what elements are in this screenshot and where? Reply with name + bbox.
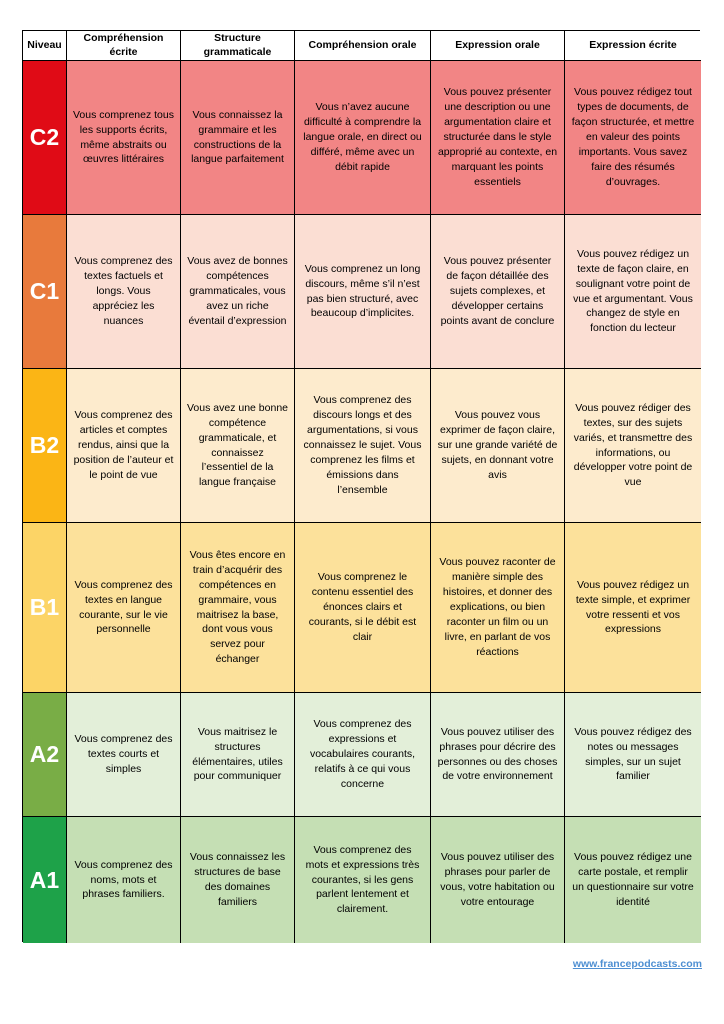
- cell-b2-expression-orale: Vous pouvez vous exprimer de façon claire, sur une grande variété de sujets, en donnant votre avis: [431, 369, 565, 523]
- cell-a1-expression-orale: Vous pouvez utiliser des phrases pour parler de vous, votre habitation ou votre entourage: [431, 817, 565, 943]
- cell-c2-expression-orale: Vous pouvez présenter une description ou une argumentation claire et structurée dans le style approprié au contexte, en marquant les points essentiels: [431, 61, 565, 215]
- cell-a1-expression-ecrite: Vous pouvez rédigez une carte postale, et remplir un questionnaire sur votre identité: [565, 817, 701, 943]
- column-header-comprehension-ecrite: Compréhension écrite: [67, 31, 181, 61]
- cell-b2-comprehension-ecrite: Vous comprenez des articles et comptes rendus, ainsi que la position de l’auteur et le point de vue: [67, 369, 181, 523]
- cell-a2-structure-grammaticale: Vous maitrisez le structures élémentaires, utiles pour communiquer: [181, 693, 295, 817]
- column-header-niveau: Niveau: [23, 31, 67, 61]
- cell-a1-structure-grammaticale: Vous connaissez les structures de base des domaines familiers: [181, 817, 295, 943]
- column-header-expression-ecrite: Expression écrite: [565, 31, 701, 61]
- cell-b1-structure-grammaticale: Vous êtes encore en train d’acquérir des compétences en grammaire, vous maitrisez la base, dont vous vous servez pour échanger: [181, 523, 295, 693]
- cell-c1-structure-grammaticale: Vous avez de bonnes compétences grammaticales, vous avez un riche éventail d’expression: [181, 215, 295, 369]
- column-header-structure-grammaticale: Structure grammaticale: [181, 31, 295, 61]
- cell-c1-expression-orale: Vous pouvez présenter de façon détaillée des sujets complexes, et développer certains points avant de conclure: [431, 215, 565, 369]
- cell-b1-expression-orale: Vous pouvez raconter de manière simple des histoires, et donner des explications, ou bien raconter un film ou un livre, en parlant de vos réactions: [431, 523, 565, 693]
- column-header-comprehension-orale: Compréhension orale: [295, 31, 431, 61]
- cell-c2-comprehension-ecrite: Vous comprenez tous les supports écrits, même abstraits ou œuvres littéraires: [67, 61, 181, 215]
- cell-b1-comprehension-orale: Vous comprenez le contenu essentiel des énonces clairs et courants, si le débit est clair: [295, 523, 431, 693]
- cell-a2-comprehension-ecrite: Vous comprenez des textes courts et simples: [67, 693, 181, 817]
- cell-c1-comprehension-orale: Vous comprenez un long discours, même s’il n’est pas bien structuré, avec beaucoup d’implicites.: [295, 215, 431, 369]
- column-header-expression-orale: Expression orale: [431, 31, 565, 61]
- cell-a2-expression-orale: Vous pouvez utiliser des phrases pour décrire des personnes ou des choses de votre environnement: [431, 693, 565, 817]
- cell-c2-comprehension-orale: Vous n’avez aucune difficulté à comprendre la langue orale, en direct ou différé, même avec un débit rapide: [295, 61, 431, 215]
- level-label-c2: C2: [23, 61, 67, 215]
- cell-a2-expression-ecrite: Vous pouvez rédigez des notes ou messages simples, sur un sujet familier: [565, 693, 701, 817]
- cell-b2-comprehension-orale: Vous comprenez des discours longs et des argumentations, si vous connaissez le sujet. Vous comprenez les films et émissions dans l’ensemble: [295, 369, 431, 523]
- cell-b2-expression-ecrite: Vous pouvez rédiger des textes, sur des sujets variés, et transmettre des informations, ou développer votre point de vue: [565, 369, 701, 523]
- cell-b1-comprehension-ecrite: Vous comprenez des textes en langue courante, sur le vie personnelle: [67, 523, 181, 693]
- level-label-a1: A1: [23, 817, 67, 943]
- level-label-a2: A2: [23, 693, 67, 817]
- level-label-b1: B1: [23, 523, 67, 693]
- cell-b1-expression-ecrite: Vous pouvez rédigez un texte simple, et exprimer votre ressenti et vos expressions: [565, 523, 701, 693]
- cell-a1-comprehension-ecrite: Vous comprenez des noms, mots et phrases familiers.: [67, 817, 181, 943]
- cell-c2-structure-grammaticale: Vous connaissez la grammaire et les constructions de la langue parfaitement: [181, 61, 295, 215]
- level-label-c1: C1: [23, 215, 67, 369]
- level-table: [22, 30, 700, 942]
- cell-a2-comprehension-orale: Vous comprenez des expressions et vocabulaires courants, relatifs à ce qui vous concerne: [295, 693, 431, 817]
- cell-c2-expression-ecrite: Vous pouvez rédigez tout types de documents, de façon structurée, et mettre en valeur des points importants. Vous savez faire des résumés d’ouvrages.: [565, 61, 701, 215]
- cell-c1-comprehension-ecrite: Vous comprenez des textes factuels et longs. Vous appréciez les nuances: [67, 215, 181, 369]
- cell-b2-structure-grammaticale: Vous avez une bonne compétence grammaticale, et connaissez l’essentiel de la langue française: [181, 369, 295, 523]
- footer-link[interactable]: www.francepodcasts.com: [572, 958, 702, 970]
- cell-a1-comprehension-orale: Vous comprenez des mots et expressions très courantes, si les gens parlent lentement et clairement.: [295, 817, 431, 943]
- level-label-b2: B2: [23, 369, 67, 523]
- cell-c1-expression-ecrite: Vous pouvez rédigez un texte de façon claire, en soulignant votre point de vue et argumentant. Vous changez de style en fonction du lecteur: [565, 215, 701, 369]
